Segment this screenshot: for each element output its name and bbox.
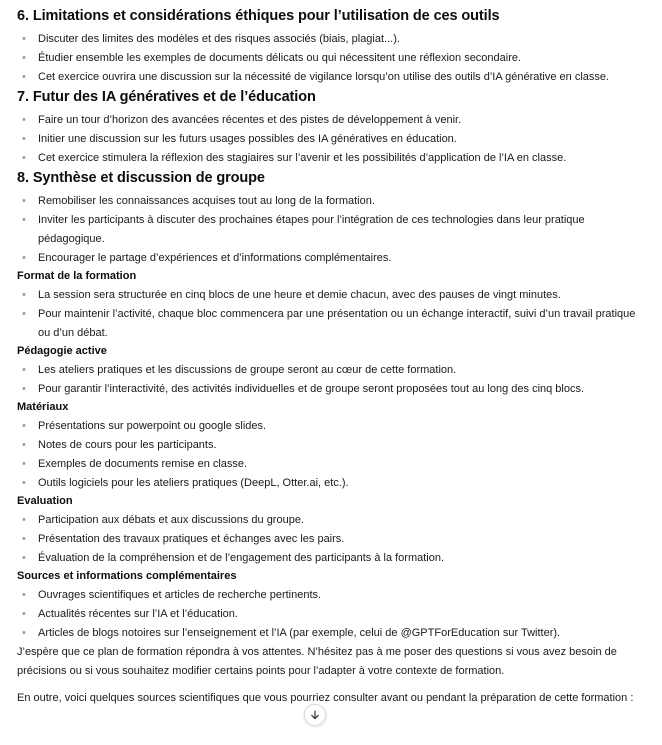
list-item bbox=[17, 361, 647, 380]
list-item bbox=[17, 249, 647, 268]
bullet-list bbox=[17, 30, 647, 87]
bullet-icon: • bbox=[22, 252, 26, 264]
list-item-text: Discuter des limites des modèles et des risques associés (biais, plagiat...). bbox=[38, 33, 400, 45]
bullet-icon: • bbox=[22, 33, 26, 45]
bullet-list bbox=[17, 111, 647, 168]
list-item bbox=[17, 511, 647, 530]
list-item bbox=[17, 417, 647, 436]
subsection-heading: Evaluation bbox=[17, 495, 73, 507]
section-heading: 8. Synthèse et discussion de groupe bbox=[17, 170, 265, 186]
subsection-heading: Pédagogie active bbox=[17, 345, 107, 357]
bullet-list bbox=[17, 586, 647, 643]
bullet-icon: • bbox=[22, 364, 26, 376]
list-item-text: Inviter les participants à discuter des prochaines étapes pour l’intégration de ces technologies dans leur pratique pédagogique. bbox=[38, 214, 585, 245]
list-item-text: Présentations sur powerpoint ou google slides. bbox=[38, 420, 267, 432]
list-item-text: Articles de blogs notoires sur l’enseignement et l’IA (par exemple, celui de @GPTForEducation sur Twitter). bbox=[38, 627, 561, 639]
bullet-icon: • bbox=[22, 627, 26, 639]
list-item-text: Faire un tour d’horizon des avancées récentes et des pistes de développement à venir. bbox=[38, 114, 462, 126]
bullet-icon: • bbox=[22, 514, 26, 526]
bullet-icon: • bbox=[22, 195, 26, 207]
list-item bbox=[17, 30, 647, 49]
bullet-icon: • bbox=[22, 439, 26, 451]
closing-paragraph: En outre, voici quelques sources scientifiques que vous pourriez consulter avant ou pendant la préparation de cette formation : bbox=[17, 692, 634, 704]
list-item bbox=[17, 68, 647, 87]
bullet-icon: • bbox=[22, 133, 26, 145]
list-item bbox=[17, 436, 647, 455]
bullet-icon: • bbox=[22, 589, 26, 601]
list-item bbox=[17, 624, 647, 643]
list-item-text: Outils logiciels pour les ateliers pratiques (DeepL, Otter.ai, etc.). bbox=[38, 477, 349, 489]
arrow-down-icon bbox=[310, 710, 320, 720]
list-item bbox=[17, 530, 647, 549]
bottom-fade bbox=[0, 735, 662, 745]
list-item-text: La session sera structurée en cinq blocs de une heure et demie chacun, avec des pauses de vingt minutes. bbox=[38, 289, 561, 301]
bullet-icon: • bbox=[22, 52, 26, 64]
list-item bbox=[17, 380, 647, 399]
bullet-icon: • bbox=[22, 477, 26, 489]
list-item bbox=[17, 111, 647, 130]
list-item-text: Participation aux débats et aux discussions du groupe. bbox=[38, 514, 304, 526]
list-item-text: Étudier ensemble les exemples de documents délicats ou qui nécessitent une réflexion secondaire. bbox=[38, 52, 522, 64]
list-item-text: Pour maintenir l’activité, chaque bloc commencera par une présentation ou un échange interactif, suivi d’un travail pratique ou d’un débat. bbox=[38, 308, 636, 339]
list-item bbox=[17, 211, 647, 249]
list-item-text: Cet exercice ouvrira une discussion sur la nécessité de vigilance lorsqu’on utilise des outils d’IA générative en classe. bbox=[38, 71, 610, 83]
list-item bbox=[17, 474, 647, 493]
section-heading: 7. Futur des IA génératives et de l’éducation bbox=[17, 89, 316, 105]
list-item bbox=[17, 192, 647, 211]
list-item bbox=[17, 605, 647, 624]
scroll-to-bottom-button[interactable] bbox=[304, 704, 326, 726]
list-item bbox=[17, 586, 647, 605]
list-item-text: Évaluation de la compréhension et de l’engagement des participants à la formation. bbox=[38, 552, 445, 564]
list-item-text: Les ateliers pratiques et les discussions de groupe seront au cœur de cette formation. bbox=[38, 364, 457, 376]
chat-message-content bbox=[17, 6, 647, 716]
list-item bbox=[17, 305, 647, 343]
list-item bbox=[17, 49, 647, 68]
bullet-list bbox=[17, 361, 647, 399]
bullet-icon: • bbox=[22, 608, 26, 620]
closing-paragraph: J’espère que ce plan de formation répondra à vos attentes. N’hésitez pas à me poser des questions si vous avez besoin de précisions ou si vous souhaitez modifier certains points pour l’adapter à votre contexte de formation. bbox=[17, 646, 617, 677]
list-item bbox=[17, 149, 647, 168]
bullet-icon: • bbox=[22, 289, 26, 301]
list-item bbox=[17, 549, 647, 568]
list-item bbox=[17, 286, 647, 305]
bullet-icon: • bbox=[22, 152, 26, 164]
bullet-icon: • bbox=[22, 458, 26, 470]
list-item-text: Pour garantir l’interactivité, des activités individuelles et de groupe seront proposées tout au long des cinq blocs. bbox=[38, 383, 585, 395]
subsection-heading: Sources et informations complémentaires bbox=[17, 570, 237, 582]
bullet-icon: • bbox=[22, 114, 26, 126]
list-item-text: Initier une discussion sur les futurs usages possibles des IA génératives en éducation. bbox=[38, 133, 457, 145]
bullet-icon: • bbox=[22, 71, 26, 83]
section-heading: 6. Limitations et considérations éthiques pour l’utilisation de ces outils bbox=[17, 8, 500, 24]
bullet-icon: • bbox=[22, 533, 26, 545]
list-item-text: Ouvrages scientifiques et articles de recherche pertinents. bbox=[38, 589, 322, 601]
subsection-heading: Format de la formation bbox=[17, 270, 137, 282]
list-item bbox=[17, 130, 647, 149]
bullet-icon: • bbox=[22, 383, 26, 395]
bullet-list bbox=[17, 511, 647, 568]
list-item-text: Cet exercice stimulera la réflexion des stagiaires sur l’avenir et les possibilités d’application de l’IA en classe. bbox=[38, 152, 567, 164]
list-item bbox=[17, 455, 647, 474]
bullet-icon: • bbox=[22, 308, 26, 320]
bullet-icon: • bbox=[22, 214, 26, 226]
list-item-text: Exemples de documents remise en classe. bbox=[38, 458, 248, 470]
bullet-list bbox=[17, 192, 647, 268]
bullet-icon: • bbox=[22, 420, 26, 432]
bullet-icon: • bbox=[22, 552, 26, 564]
list-item-text: Notes de cours pour les participants. bbox=[38, 439, 217, 451]
list-item-text: Présentation des travaux pratiques et échanges avec les pairs. bbox=[38, 533, 345, 545]
bullet-list bbox=[17, 286, 647, 343]
list-item-text: Remobiliser les connaissances acquises tout au long de la formation. bbox=[38, 195, 375, 207]
bullet-list bbox=[17, 417, 647, 493]
subsection-heading: Matériaux bbox=[17, 401, 69, 413]
list-item-text: Encourager le partage d’expériences et d’informations complémentaires. bbox=[38, 252, 392, 264]
list-item-text: Actualités récentes sur l’IA et l’éducation. bbox=[38, 608, 238, 620]
